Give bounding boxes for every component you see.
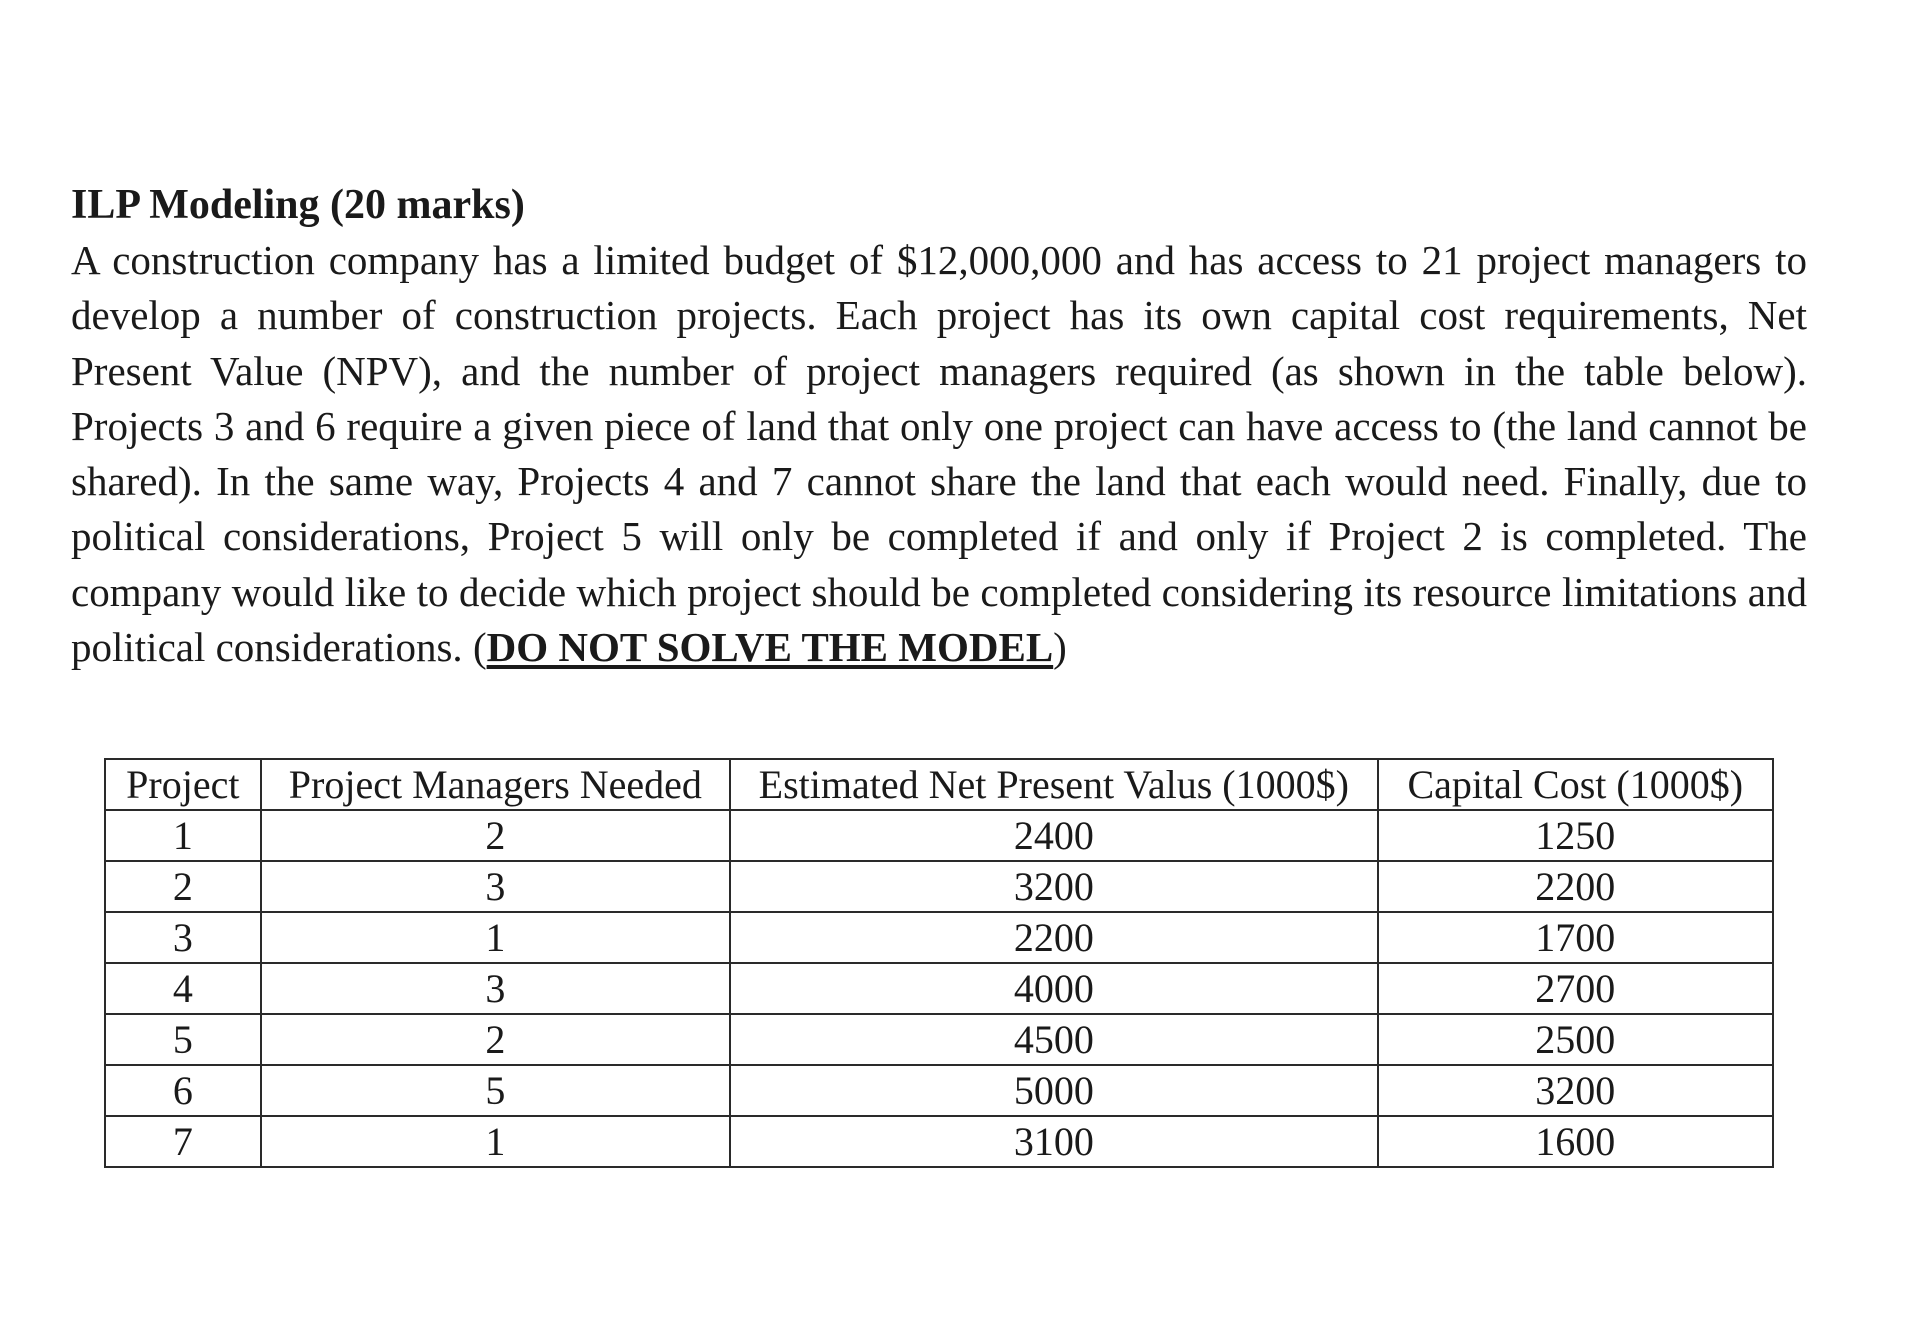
header-npv: Estimated Net Present Valus (1000$)	[730, 759, 1377, 810]
problem-statement-text: A construction company has a limited budget of $12,000,000 and has access to 21 project managers to develop a number of construction projects. Each project has its own capital cost requirements, Net Present Value (NPV), and the number of project managers required (as shown in the table below). Projects 3 and 6 require a given piece of land that only one project can have access to (the land cannot be shared). In the same way, Projects 4 and 7 cannot share the land that each would need. Finally, due to political considerations, Project 5 will only be completed if and only if Project 2 is completed. The company would like to decide which project should be completed considering its resource limitations and political considerations.	[71, 237, 1807, 671]
cell-managers: 1	[261, 912, 730, 963]
cell-project: 1	[105, 810, 261, 861]
section-heading: ILP Modeling (20 marks)	[71, 182, 525, 228]
cell-capital-cost: 2700	[1378, 963, 1773, 1014]
cell-project: 6	[105, 1065, 261, 1116]
do-not-solve-note: DO NOT SOLVE THE MODEL	[486, 624, 1054, 671]
table-row	[105, 1065, 1773, 1116]
cell-npv: 2200	[730, 912, 1377, 963]
cell-capital-cost: 3200	[1378, 1065, 1773, 1116]
table-row	[105, 963, 1773, 1014]
cell-npv: 5000	[730, 1065, 1377, 1116]
cell-managers: 3	[261, 861, 730, 912]
close-paren: )	[1053, 624, 1067, 671]
cell-npv: 2400	[730, 810, 1377, 861]
cell-capital-cost: 2500	[1378, 1014, 1773, 1065]
cell-capital-cost: 2200	[1378, 861, 1773, 912]
cell-capital-cost: 1600	[1378, 1116, 1773, 1167]
cell-managers: 1	[261, 1116, 730, 1167]
cell-managers: 3	[261, 963, 730, 1014]
cell-managers: 2	[261, 1014, 730, 1065]
table-row	[105, 912, 1773, 963]
cell-project: 7	[105, 1116, 261, 1167]
document-body	[71, 178, 1807, 675]
cell-managers: 2	[261, 810, 730, 861]
table-row	[105, 1116, 1773, 1167]
header-project: Project	[105, 759, 261, 810]
header-capital-cost: Capital Cost (1000$)	[1378, 759, 1773, 810]
cell-project: 5	[105, 1014, 261, 1065]
cell-project: 4	[105, 963, 261, 1014]
problem-statement	[71, 233, 1807, 675]
table-row	[105, 1014, 1773, 1065]
table-row	[105, 861, 1773, 912]
open-paren: (	[472, 624, 487, 671]
header-project-managers: Project Managers Needed	[261, 759, 730, 810]
cell-project: 2	[105, 861, 261, 912]
table-header-row	[105, 759, 1773, 810]
cell-npv: 4000	[730, 963, 1377, 1014]
projects-table	[104, 758, 1774, 1168]
cell-npv: 3200	[730, 861, 1377, 912]
table-row	[105, 810, 1773, 861]
cell-capital-cost: 1250	[1378, 810, 1773, 861]
cell-npv: 3100	[730, 1116, 1377, 1167]
cell-npv: 4500	[730, 1014, 1377, 1065]
cell-managers: 5	[261, 1065, 730, 1116]
cell-project: 3	[105, 912, 261, 963]
cell-capital-cost: 1700	[1378, 912, 1773, 963]
